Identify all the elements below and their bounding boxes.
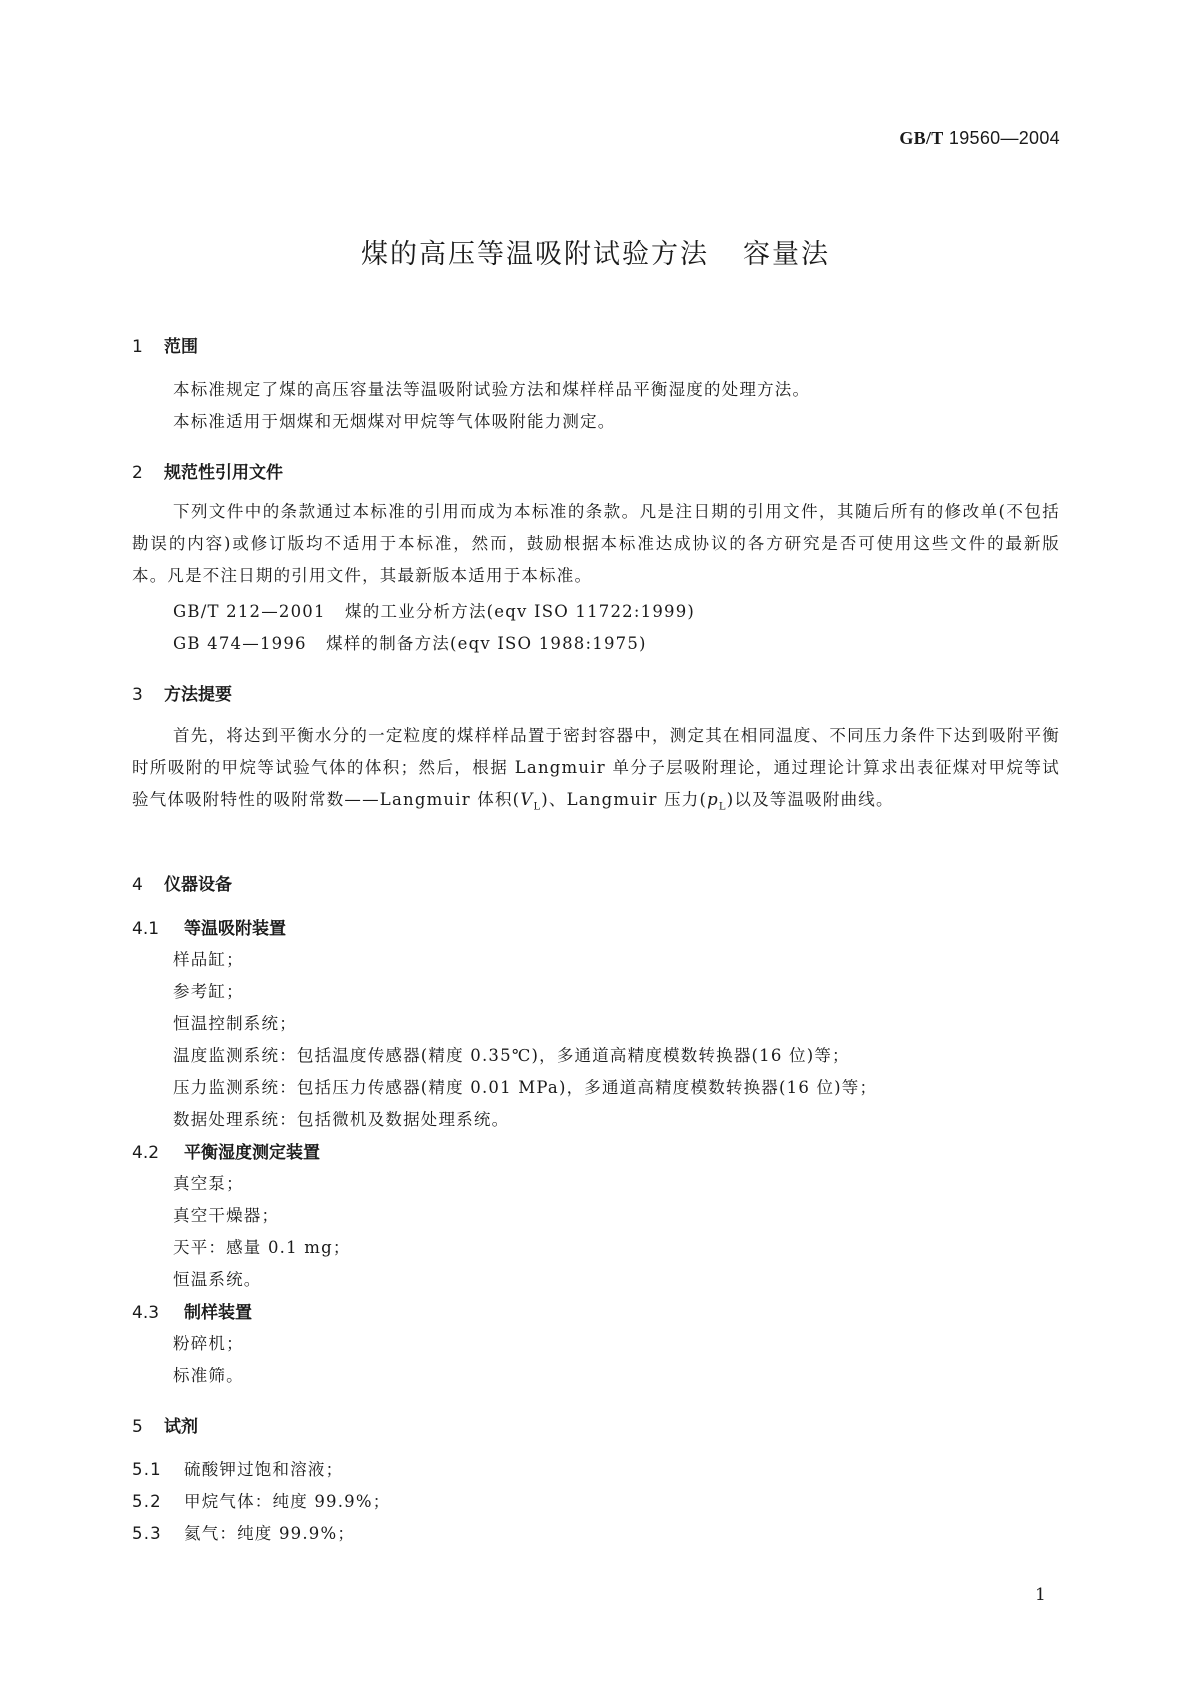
s2-para: 下列文件中的条款通过本标准的引用而成为本标准的条款。凡是注日期的引用文件，其随后所有的修改单(不包括勘误的内容)或修订版均不适用于本标准，然而，鼓励根据本标准达成协议的各方研究是否可使用这些文件的最新版本。凡是不注日期的引用文件，其最新版本适用于本标准。	[132, 502, 1060, 585]
section-heading-2: 2 规范性引用文件	[132, 463, 283, 483]
page-number: 1	[1035, 1585, 1046, 1605]
standard-code: 19560—2004	[948, 128, 1060, 148]
reference-item: GB/T 212—2001 煤的工业分析方法(eqv ISO 11722:1999)	[173, 602, 696, 621]
s1-para-2: 本标准适用于烟煤和无烟煤对甲烷等气体吸附能力测定。	[173, 412, 616, 431]
reference-item: GB 474—1996 煤样的制备方法(eqv ISO 1988:1975)	[173, 634, 647, 653]
s3-para: 首先，将达到平衡水分的一定粒度的煤样样品置于密封容器中，测定其在相同温度、不同压力条件下达到吸附平衡时所吸附的甲烷等试验气体的体积；然后，根据 Langmuir 单分子层吸附理论，通过理论计算求出表征煤对甲烷等试验气体吸附特性的吸附常数——Langmuir 体积$(V_L)$、Langmuir 压力$(p_L)$以及等温吸附曲线。	[132, 726, 1060, 813]
section-heading-3: 3 方法提要	[132, 685, 232, 705]
standard-prefix: GB/T	[899, 128, 944, 148]
subsection-heading-4-1: 4.1 等温吸附装置	[132, 919, 286, 939]
list-item: 恒温系统。	[173, 1270, 262, 1289]
list-item: 真空干燥器；	[173, 1206, 280, 1225]
list-item: 参考缸；	[173, 982, 244, 1001]
s1-para-1: 本标准规定了煤的高压容量法等温吸附试验方法和煤样样品平衡湿度的处理方法。	[173, 380, 811, 399]
list-item: 天平：感量 0.1 mg；	[173, 1238, 351, 1257]
document-title	[0, 232, 1191, 271]
subsection-heading-4-2: 4.2 平衡湿度测定装置	[132, 1143, 320, 1163]
title-main: 煤的高压等温吸附试验方法	[361, 239, 709, 270]
list-item: 标准筛。	[173, 1366, 244, 1385]
section-heading-5: 5 试剂	[132, 1417, 198, 1437]
standard-number	[899, 128, 1060, 149]
title-sub: 容量法	[743, 239, 830, 270]
list-item: 数据处理系统：包括微机及数据处理系统。	[173, 1110, 510, 1129]
section-heading-1: 1 范围	[132, 337, 198, 357]
list-item: 恒温控制系统；	[173, 1014, 297, 1033]
list-item: 真空泵；	[173, 1174, 244, 1193]
reagent-item: 5.1 硫酸钾过饱和溶液；	[132, 1460, 344, 1479]
list-item: 压力监测系统：包括压力传感器(精度 0.01 MPa)，多通道高精度模数转换器(16 位)等；	[173, 1078, 878, 1097]
subsection-heading-4-3: 4.3 制样装置	[132, 1303, 252, 1323]
list-item: 温度监测系统：包括温度传感器(精度 0.35℃)，多通道高精度模数转换器(16 位)等；	[173, 1046, 850, 1065]
reagent-item: 5.3 氦气：纯度 99.9%；	[132, 1524, 356, 1543]
reagent-item: 5.2 甲烷气体：纯度 99.9%；	[132, 1492, 391, 1511]
section-heading-4: 4 仪器设备	[132, 875, 232, 895]
list-item: 粉碎机；	[173, 1334, 244, 1353]
list-item: 样品缸；	[173, 950, 244, 969]
